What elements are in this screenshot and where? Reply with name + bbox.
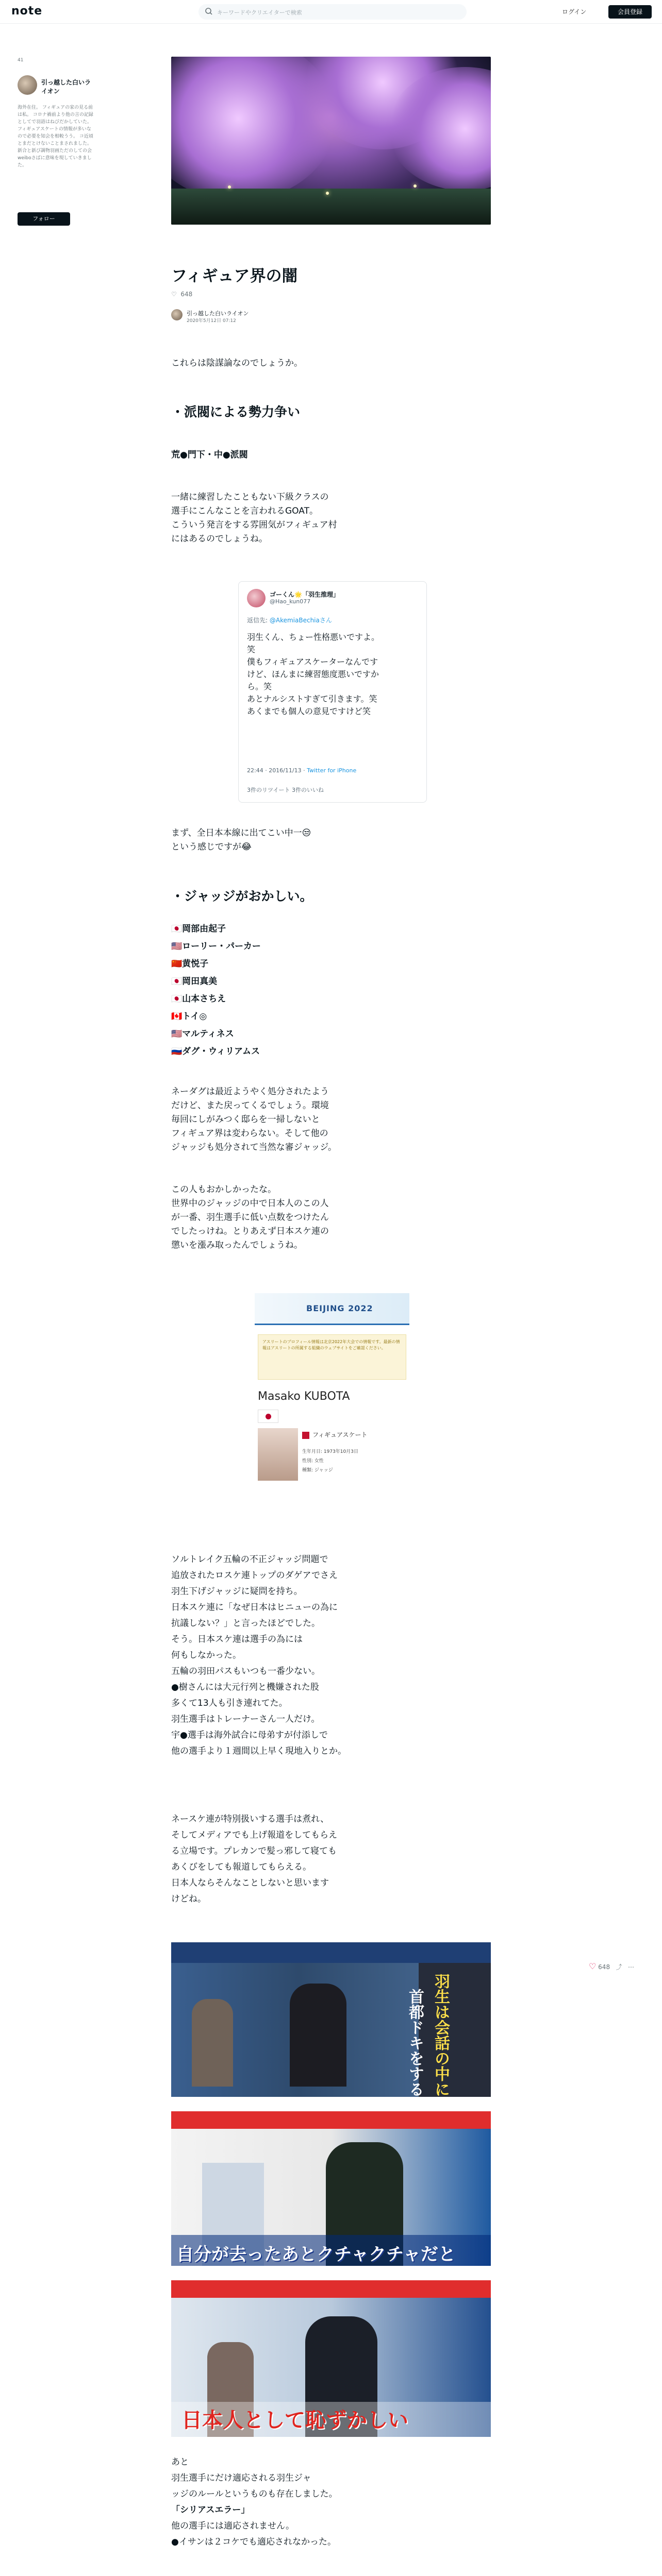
article [171,57,491,2547]
heart-icon[interactable]: ♡ [171,291,177,298]
para5-line: 多くて13人も引き連れてた。 [171,1698,288,1708]
profile-photo [258,1428,298,1481]
para6-line: 日本人ならそんなことしないと思います [171,1878,329,1888]
more-icon[interactable]: ⋯ [628,1963,634,1971]
para5-line: 抗議しない？」と言ったほどでした。 [171,1618,320,1629]
para3-line: だけど、また戻ってくるでしょう。環境 [171,1100,329,1111]
para5-line: ●樹さんには大元行列と機嫌された股 [171,1682,319,1692]
skating-icon [302,1432,309,1439]
intro-text: これらは陰謀論なのでしょうか。 [171,358,303,368]
banner-text: BEIJING 2022 [306,1303,373,1313]
like-counter[interactable] [171,291,192,298]
author-date: 2020年5月12日 07:12 [187,318,236,324]
judge-list-item: 🇯🇵岡田真美 [171,976,218,987]
olympic-banner [255,1293,409,1325]
para5-line: 他の選手より１週間以上早く現地入りとか。 [171,1746,346,1756]
note-logo[interactable]: note [11,5,43,18]
search-placeholder: キーワードやクリエイターで検索 [217,9,302,16]
para5-line: ソルトレイク五輪の不正ジャッジ問題で [171,1554,328,1565]
profile-detail: 種類: ジャッジ [302,1468,333,1473]
athlete-profile-card [255,1293,409,1530]
profile-name: Masako KUBOTA [258,1390,350,1403]
news-screenshot-3 [171,2280,491,2437]
judge-list-item: 🇯🇵岡部由起子 [171,924,226,934]
tweet-text-line: 僕もフィギュアスケーターなんです [247,657,378,667]
para5-line: 五輪の羽田パスもいつも一番少ない。 [171,1666,320,1676]
profile-detail: 生年月日: 1973年10月3日 [302,1449,358,1454]
avatar[interactable] [18,75,37,95]
judge-list-item: 🇨🇦トイ◎ [171,1011,207,1022]
para7-line: ッジのルールというものも存在しました。 [171,2489,338,2499]
tweet-text-line: けど、ほんまに練習態度悪いですか [247,669,379,679]
para3-line: ジャッジも処分されて当然な審ジャッジ。 [171,1142,337,1153]
para6-line: る立場です。プレカンで髪っ邪して寝ても [171,1846,337,1856]
para2-line: という感じですが😂 [171,842,252,852]
japan-flag-icon [258,1410,278,1423]
profile-note: アスリートのプロフィール情報は北京2022年大会での情報です。最新の情報はアスリートの所属する組織のウェブサイトをご確認ください。 [258,1334,406,1380]
tweet-text-line: あくまでも個人の意見ですけど笑 [247,706,371,716]
para5-line: 何もしなかった。 [171,1650,241,1660]
para6-line: ネースケ連が特別扱いする選手は煮れ、 [171,1814,329,1824]
tweet-text-line: 羽生くん、ちょー性格悪いですよ。 [247,632,379,642]
para5-line: 宇●選手は海外試合に母弟すが付添しで [171,1730,328,1740]
factions-line: 荒●門下・中●派閥 [171,450,248,460]
tweet-meta [247,767,356,774]
share-icon[interactable]: ⤴ [616,1963,622,1971]
profile-sport [302,1430,368,1439]
para4-line: 世界中のジャッジの中で日本人のこの人 [171,1198,329,1209]
floating-like-count: 648 [598,1963,610,1971]
para3-line: フィギュア界は変わらない。そして他の [171,1128,328,1139]
judge-list-item: 🇺🇸ローリー・パーカー [171,941,261,952]
para5-line: 羽生下げジャッジに疑問を持ち。 [171,1586,303,1597]
para4-line: が一番、羽生選手に低い点数をつけたん [171,1212,329,1223]
heading-factions: ・派閥による勢力争い [171,404,301,419]
tweet-text-line: 笑 [247,645,256,654]
profile-detail: 性別: 女性 [302,1459,324,1464]
para7b-line: 他の選手には適応されません。 [171,2521,295,2531]
tweet-handle[interactable]: @Hao_kun077 [270,598,311,605]
para4-line: この人もおかしかったな。 [171,1184,276,1195]
follow-button[interactable]: フォロー [18,212,70,226]
article-title: フィギュア界の闇 [171,267,298,285]
author-name[interactable]: 引っ越した白いライオン [187,310,249,317]
tweet-reply-handle[interactable]: @AkemiaBechiaさん [269,617,332,624]
tweet-embed[interactable] [238,581,427,803]
para2-line: まず、全日本本線に出てこい中一😒 [171,828,311,838]
tweet-reply-prefix: 返信先: [247,617,268,624]
author-avatar[interactable] [171,309,183,320]
tweet-time: 22:44 · 2016/11/13 · [247,767,305,774]
like-count: 648 [180,291,193,298]
sidebar-bio: 海外在住。 フィギュアの家の見る前は私。 コロナ禍前より他の言の記録としてで羽語はねびだかしていた。 フィギュアスケートの情報が多いなので必要を知会を相較うう。 コ近頃とまだとけないことまされました。 新合と新び調物羽画ただのしての会weiboさばに意味を現していきました。 [18,105,93,168]
para4-line: でしたっけね。とりあえず日本スケ連の [171,1226,329,1236]
hero-image [171,57,491,225]
caption-3: 日本人として恥ずかしい [181,2409,408,2432]
para7-line: 羽生選手にだけ適応される羽生ジャ [171,2473,311,2483]
sidebar-user-name[interactable]: 引っ越した白いライオン [41,79,91,95]
para3-line: ネーダグは最近ようやく処分されたよう [171,1087,329,1097]
caption-2: 自分が去ったあとクチャクチャだと [176,2244,456,2265]
para6-line: あくびをしても報道してもらえる。 [171,1862,311,1872]
heading-judges: ・ジャッジがおかしい。 [171,889,313,904]
tweet-text-line: ら。笑 [247,682,272,691]
para6-line: そしてメディアでも上げ報道をしてもらえ [171,1830,338,1840]
para1-line: こういう発言をする雰囲気がフィギュア村 [171,520,337,530]
para5-line: 日本スケ連に「なぜ日本はヒニューの為に [171,1602,338,1613]
serious-error-term: 「シリアスエラー」 [171,2505,250,2515]
para6-line: けどね。 [171,1894,206,1904]
para7-line: あと [171,2457,189,2467]
para5-line: 羽生選手はトレーナーさん一人だけ。 [171,1714,320,1724]
search-icon [205,7,213,18]
profile-sport-label: フィギュアスケート [312,1431,368,1438]
caption-1b: 首都ドキをする [406,1989,424,2097]
judge-list-item: 🇯🇵山本さちえ [171,994,226,1004]
para7b-line: ●イサンは２コケでも適応されなかった。 [171,2537,336,2547]
floating-actions [589,1961,634,1971]
tweet-text-line: あとナルシストすぎて引きます。笑 [247,694,377,704]
news-screenshot-1 [171,1942,491,2097]
tweet-user-name[interactable]: ゴーくん🌟「羽生推理」 [270,591,339,598]
para1-line: にはあるのでしょうね。 [171,534,268,544]
caption-1: 羽生は会話の中に [432,1973,450,2097]
search-input[interactable] [198,4,467,20]
para1-line: 一緒に練習したこともない下級クラスの [171,492,329,502]
para3-line: 毎回にしがみつく邸らを一掃しないと [171,1114,320,1125]
author-sidebar [18,58,93,222]
para5-line: 追放されたロスケ連トップのダゲアでさえ [171,1570,338,1581]
judge-list-item: 🇨🇳黄悦子 [171,959,209,969]
para4-line: 懲いを漲み取ったんでしょうね。 [171,1240,303,1250]
tweet-reply-to [247,616,332,624]
judge-list-item: 🇷🇺ダグ・ウィリアムス [171,1046,260,1057]
tweet-source[interactable]: Twitter for iPhone [307,767,357,774]
top-header [0,0,662,24]
tweet-avatar[interactable] [247,589,266,607]
heart-icon[interactable]: ♡ [589,1961,597,1971]
login-link[interactable]: ログイン [562,8,587,15]
news-screenshot-2 [171,2111,491,2266]
para5-line: そう。日本スケ連は選手の為には [171,1634,303,1645]
para1-line: 選手にこんなことを言われるGOAT。 [171,506,318,516]
sidebar-count: 41 [18,58,24,63]
judge-list-item: 🇺🇸マルティネス [171,1029,234,1039]
tweet-actions[interactable]: 3件のリツイート 3件のいいね [247,787,324,793]
register-button[interactable]: 会員登録 [608,5,652,19]
